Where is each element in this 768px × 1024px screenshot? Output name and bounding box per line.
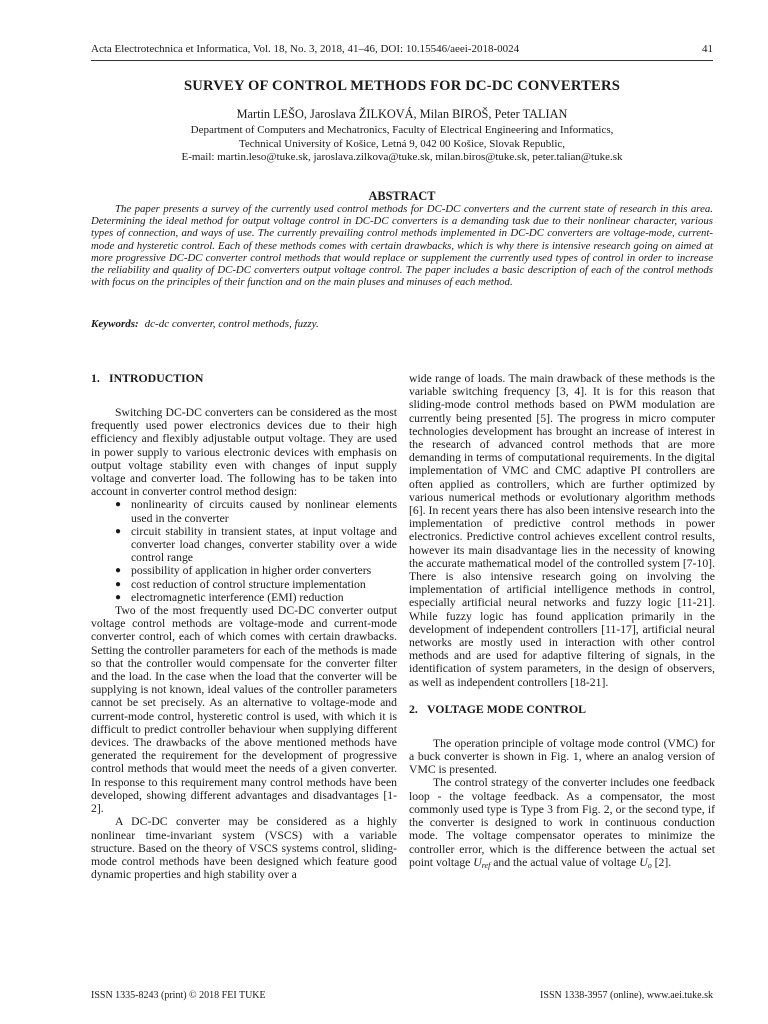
list-item: ● cost reduction of control structure implementation: [115, 577, 366, 591]
bullet-icon: ●: [115, 525, 122, 537]
list-item: ● electromagnetic interference (EMI) reduction: [115, 590, 344, 604]
bullet-icon: ●: [115, 565, 122, 577]
bullet-icon: ●: [115, 591, 122, 603]
header-divider: [91, 60, 713, 61]
journal-citation: Acta Electrotechnica et Informatica, Vol. 18, No. 3, 2018, 41–46, DOI: 10.15546/aeei-2018-0024: [91, 43, 520, 55]
affiliation-block: [91, 124, 713, 165]
intro-paragraph-1: Switching DC-DC converters can be considered as the most frequently used power electronics devices due to their high efficiency and flexibly adjustable output voltage. They are used in power supply to various electronic devices with emphasis on output voltage stability even with changes of input supply voltage and converter load. The following has to be taken into account in converter control method design:: [91, 406, 397, 499]
intro-paragraph-3-continued: wide range of loads. The main drawback of these methods is the variable switching frequency [3, 4]. It is for this reason that sliding-mode control methods based on PWM modulation are currently being presented [5]. The progress in micro computer technologies development has brought an increase of interest in the research of advanced control methods that are more demanding in terms of computational requirements. In the digital implementation of VMC and CMC adaptive PI controllers are often applied as controllers, which are further optimized by various numerical methods or evolutionary algorithm methods [6]. In recent years there has also been intensive research into the implementation of predictive control methods in power electronics. Predictive control achieves excellent control results, however its main disadvantage lies in the necessity of knowing the accurate mathematical model of the controlled system [7-10]. There is also intensive research going on involving the implementation of artificial intelligence methods in control, especially artificial neural networks and fuzzy logic [11-21]. While fuzzy logic has found application primarily in the development of independent controllers [11-17], artificial neural networks are mostly used in interaction with other control methods and are used for adaptive filtering of signals, in the identification of system parameters, in the design of observers, as well as independent controllers [18-21].: [409, 372, 715, 689]
voltage-symbol: U: [473, 855, 482, 869]
abstract-heading: ABSTRACT: [368, 189, 436, 203]
page-number: 41: [702, 43, 713, 55]
list-item: ● possibility of application in higher order converters: [115, 564, 372, 578]
vmc-paragraph-1: The operation principle of voltage mode control (VMC) for a buck converter is shown in Fig. 1, where an analog version of VMC is presented.: [409, 736, 715, 777]
bullet-icon: ●: [115, 578, 122, 590]
section-number: 1.: [91, 371, 100, 385]
subscript-ref: ref: [481, 860, 491, 870]
page-footer: [91, 990, 713, 1004]
spacer: [91, 398, 397, 406]
subscript-o: o: [647, 860, 652, 870]
list-item: ● circuit stability in transient states, at input voltage and converter load changes, converter stability over a wide control range: [115, 524, 397, 565]
section-title: INTRODUCTION: [109, 371, 204, 385]
section-heading-voltage-mode-control: [409, 703, 715, 729]
affiliation-line-1: Department of Computers and Mechatronics, Faculty of Electrical Engineering and Informatics,: [190, 124, 614, 136]
vmc-paragraph-2: The control strategy of the converter includes one feedback loop - the voltage feedback. As a compensator, the most commonly used type is Type 3 from Fig. 2, or the second type, if the converter is designed to work in continuous conduction mode. The voltage compensator operates to minimize the controller error, which is the difference between the actual set point voltage $U_{ref}$ and the actual value of voltage $U_o$ [2].: [409, 776, 715, 870]
keywords-text: dc-dc converter, control methods, fuzzy.: [144, 318, 319, 330]
section-title: VOLTAGE MODE CONTROL: [427, 701, 587, 716]
left-column: [91, 372, 397, 881]
right-column: [409, 372, 715, 872]
keywords-label: Keywords:: [91, 318, 139, 330]
keywords-line: [91, 318, 713, 330]
author-list: Martin LEŠO, Jaroslava ŽILKOVÁ, Milan BIROŠ, Peter TALIAN: [236, 107, 568, 121]
spacer: [409, 729, 715, 737]
voltage-symbol: U: [639, 855, 648, 869]
section-heading-introduction: [91, 372, 397, 398]
footer-issn-online: ISSN 1338-3957 (online), www.aei.tuke.sk: [540, 990, 713, 1001]
intro-paragraph-2: Two of the most frequently used DC-DC converter output voltage control methods are voltage-mode and current-mode converter control, each of which comes with certain drawbacks. Setting the controller parameters for each of the methods is made so that the controller would compensate for the converter filter and the load. In the case when the load that the converter will be supplying is not known, ideal values of the controller parameters cannot be set precisely. As an alternative to voltage-mode and current-mode control, hysteretic control is used, with which it is difficult to predict controller behaviour when supplying different devices. The drawbacks of the above mentioned methods have generated the requirement for the development of progressive control methods that would meet the needs of a given converter. In response to this requirement many control methods have been developed, showing different advantages and disadvantages [1-2].: [91, 604, 397, 816]
bullet-icon: ●: [115, 499, 122, 511]
affiliation-email: E-mail: martin.leso@tuke.sk, jaroslava.zilkova@tuke.sk, milan.biros@tuke.sk, peter.talian@tuke.sk: [181, 151, 623, 163]
abstract-text: The paper presents a survey of the currently used control methods for DC-DC converters and the current state of research in this area. Determining the ideal method for output voltage control in DC-DC converters is a demanding task due to their nonlinear character, various types of connection, and ways of use. The currently prevailing control methods implemented in DC-DC converters are voltage-mode, current-mode and hysteretic control. Each of these methods comes with certain drawbacks, which is why there is intensive research going on aimed at more progressive DC-DC converter control methods that would replace or supplement the currently used types of control in order to increase the reliability and quality of DC-DC converters output voltage control. The paper includes a basic description of each of the control methods with focus on the principles of their function and on the main pluses and minuses of each method.: [91, 203, 713, 289]
running-header: [91, 41, 713, 57]
section-number: 2.: [409, 701, 418, 716]
paper-title: SURVEY OF CONTROL METHODS FOR DC-DC CONVERTERS: [183, 78, 621, 94]
affiliation-line-2: Technical University of Košice, Letná 9, 042 00 Košice, Slovak Republic,: [238, 137, 566, 150]
footer-issn-print: ISSN 1335-8243 (print) © 2018 FEI TUKE: [91, 990, 266, 1001]
design-considerations-list: [91, 498, 397, 604]
list-item: ● nonlinearity of circuits caused by nonlinear elements used in the converter: [115, 498, 397, 525]
intro-paragraph-3: A DC-DC converter may be considered as a highly nonlinear time-invariant system (VSCS) with a variable structure. Based on the theory of VSCS systems control, sliding-mode control methods have been designed which feature good dynamic properties and high stability over a: [91, 815, 397, 882]
spacer: [409, 689, 715, 703]
